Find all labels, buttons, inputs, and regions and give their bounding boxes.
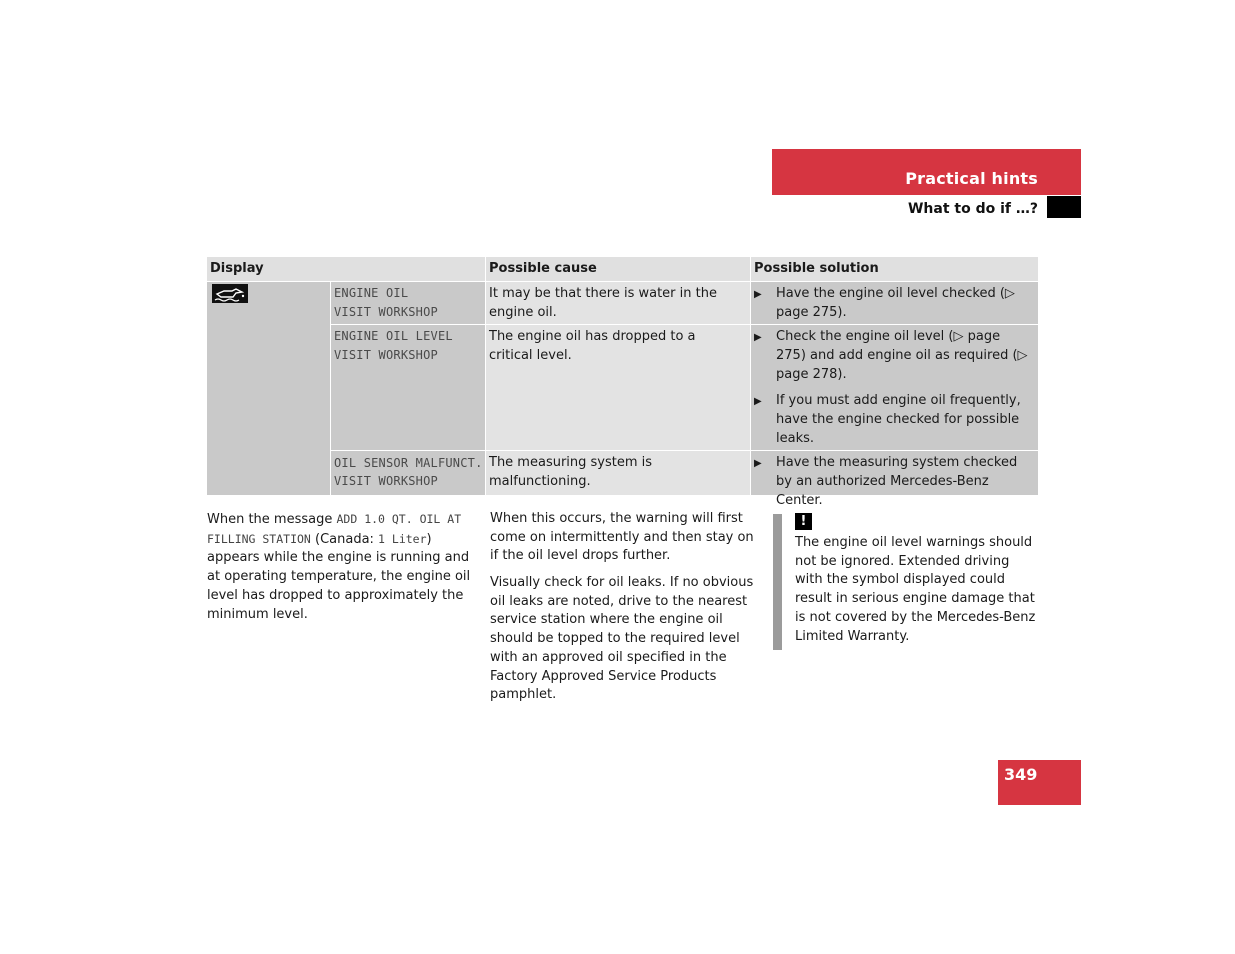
bullet-arrow-icon: ▶ xyxy=(754,458,762,469)
table-row-3-display: OIL SENSOR MALFUNCT. VISIT WORKSHOP xyxy=(331,451,485,495)
page-number: 349 xyxy=(1004,765,1038,784)
body-paragraph-message: When the message ADD 1.0 QT. OIL AT FILLING STATION (Canada: 1 Liter) appears while the engine is running and at operating temperature, the engine oil level has dropped to approximately the minimum level. xyxy=(207,512,471,622)
table-row-3-solution: ▶ Have the measuring system checked by an authorized Mercedes-Benz Center. xyxy=(751,451,1038,495)
table-row-2-display: ENGINE OIL LEVEL VISIT WORKSHOP xyxy=(331,325,485,450)
bullet-arrow-icon: ▶ xyxy=(754,332,762,343)
symbol-cell xyxy=(207,282,330,495)
subsection-title: What to do if …? xyxy=(907,201,1038,217)
body-paragraph-leak-check: Visually check for oil leaks. If no obvious oil leaks are noted, drive to the nearest service station where the engine oil should be topped to the required level with an approved oil specified in the Factory Approved Service Products pamphlet. xyxy=(490,575,754,703)
bullet-arrow-icon: ▶ xyxy=(754,396,762,407)
warning-exclamation-icon: ! xyxy=(795,513,812,530)
table-header-display: Display xyxy=(207,257,485,281)
table-row-1-solution: ▶ Have the engine oil level checked (▷ page 275). xyxy=(751,282,1038,324)
table-row-2-cause: The engine oil has dropped to a critical level. xyxy=(486,325,750,450)
oil-can-water-icon xyxy=(212,284,248,303)
body-paragraph-warning-behaviour: When this occurs, the warning will first come on intermittently and then stay on if the oil level drops further. xyxy=(490,511,754,564)
thumb-tab-marker xyxy=(1047,196,1081,218)
warning-side-bar xyxy=(773,514,782,650)
table-header-cause: Possible cause xyxy=(486,257,750,281)
warning-text: The engine oil level warnings should not be ignored. Extended driving with the symbol displayed could result in serious engine damage that is not covered by the Mercedes-Benz Limited Warranty. xyxy=(795,535,1036,644)
bullet-arrow-icon: ▶ xyxy=(754,289,762,300)
table-row-2-solution: ▶ Check the engine oil level (▷ page 275) and add engine oil as required (▷ page 278). ▶ If you must add engine oil frequently, have the engine checked for possible leaks. xyxy=(751,325,1038,450)
table-header-solution: Possible solution xyxy=(751,257,1038,281)
table-row-1-cause: It may be that there is water in the engine oil. xyxy=(486,282,750,324)
table-row-1-display: ENGINE OIL VISIT WORKSHOP xyxy=(331,282,485,324)
table-row-3-cause: The measuring system is malfunctioning. xyxy=(486,451,750,495)
section-title: Practical hints xyxy=(905,169,1038,188)
